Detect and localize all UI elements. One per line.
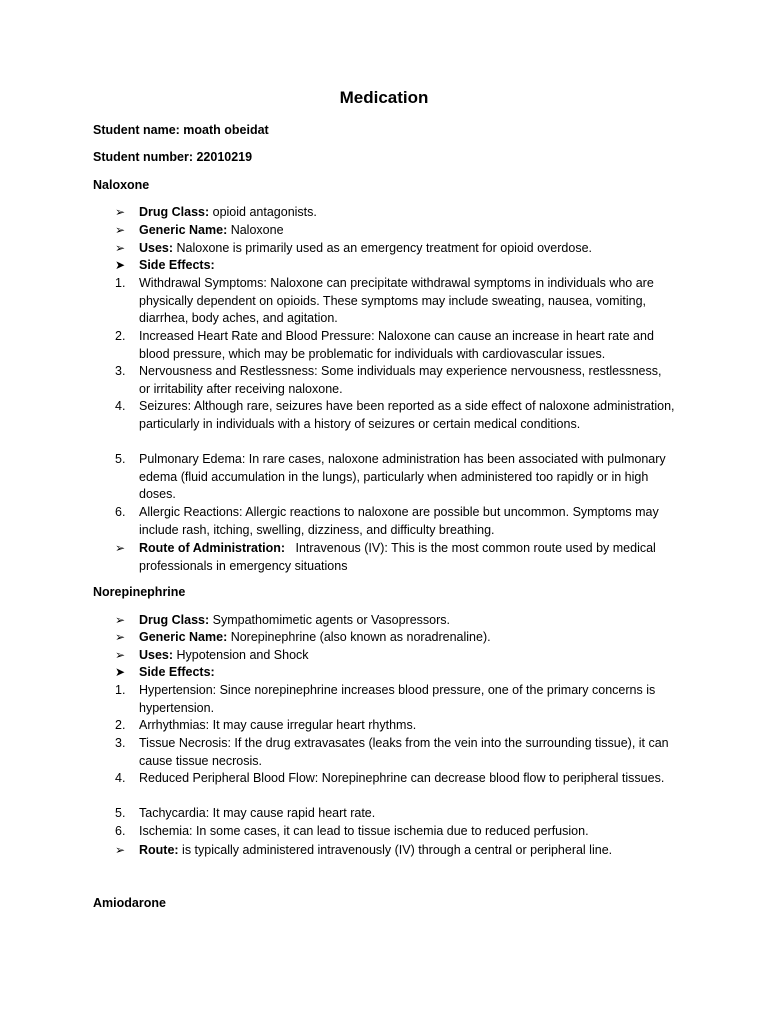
- generic-name-label: Generic Name:: [139, 223, 228, 237]
- norepinephrine-side-effect-item: [115, 682, 675, 717]
- naloxone-side-effect-item: [115, 504, 675, 539]
- norepinephrine-generic-name: [115, 629, 675, 647]
- norepinephrine-uses: [115, 647, 675, 665]
- list-number: 6.: [115, 505, 126, 519]
- naloxone-side-effect-item: [115, 451, 675, 504]
- naloxone-generic-name: [115, 222, 675, 240]
- route-label: Route:: [139, 843, 179, 857]
- arrow-bullet-icon: ➢: [115, 843, 126, 857]
- naloxone-side-effects: [115, 257, 675, 275]
- route-value: is typically administered intravenously (IV) through a central or peripheral line.: [178, 843, 613, 857]
- side-effect-text: Reduced Peripheral Blood Flow: Norepinephrine can decrease blood flow to peripheral tissues.: [139, 771, 665, 785]
- naloxone-side-effect-item: [115, 328, 675, 363]
- arrow-bullet-icon: ➢: [115, 223, 126, 237]
- arrow-bullet-icon: ➢: [115, 541, 126, 555]
- naloxone-side-effect-item: [115, 363, 675, 398]
- norepinephrine-side-effect-item: [115, 735, 675, 770]
- list-number: 4.: [115, 771, 126, 785]
- side-effect-text: Withdrawal Symptoms: Naloxone can precipitate withdrawal symptoms in individuals who are physically dependent on opioids. These symptoms may include sweating, nausea, vomiting, diarrhea, body aches, and agitation.: [139, 276, 654, 326]
- uses-value: Naloxone is primarily used as an emergency treatment for opioid overdose.: [173, 241, 593, 255]
- naloxone-route: [115, 540, 675, 575]
- norepinephrine-route: [115, 842, 675, 860]
- student-name: Student name: moath obeidat: [93, 123, 269, 137]
- drug-class-value: opioid antagonists.: [209, 205, 317, 219]
- route-label: Route of Administration:: [139, 541, 286, 555]
- side-effects-label: Side Effects:: [139, 665, 215, 679]
- list-number: 5.: [115, 452, 126, 466]
- generic-name-value: Norepinephrine (also known as noradrenaline).: [227, 630, 491, 644]
- naloxone-drug-class: [115, 204, 675, 222]
- generic-name-label: Generic Name:: [139, 630, 228, 644]
- norepinephrine-side-effect-item: [115, 770, 675, 788]
- side-effect-text: Arrhythmias: It may cause irregular heart rhythms.: [139, 718, 417, 732]
- side-effect-text: Increased Heart Rate and Blood Pressure: Naloxone can cause an increase in heart rate and blood pressure, which may be problematic for individuals with cardiovascular issues.: [139, 329, 654, 361]
- naloxone-side-effect-item: [115, 398, 675, 433]
- route-value: Intravenous (IV): This is the most common route used by medical professionals in emergency situations: [139, 541, 660, 573]
- side-effect-text: Tissue Necrosis: If the drug extravasates (leaks from the vein into the surrounding tissue), it can cause tissue necrosis.: [139, 736, 669, 768]
- side-effect-text: Nervousness and Restlessness: Some individuals may experience nervousness, restlessness, or irritability after receiving naloxone.: [139, 364, 662, 396]
- norepinephrine-drug-class: [115, 612, 675, 630]
- list-number: 1.: [115, 683, 126, 697]
- page-title: Medication: [339, 88, 429, 107]
- arrow-bullet-icon: ➢: [115, 205, 126, 219]
- side-effect-text: Seizures: Although rare, seizures have been reported as a side effect of naloxone administration, particularly in individuals with a history of seizures or certain medical conditions.: [139, 399, 675, 431]
- list-number: 2.: [115, 718, 126, 732]
- side-effect-text: Tachycardia: It may cause rapid heart rate.: [139, 806, 376, 820]
- norepinephrine-side-effect-item: [115, 823, 675, 841]
- side-effect-text: Hypertension: Since norepinephrine increases blood pressure, one of the primary concerns is hypertension.: [139, 683, 656, 715]
- uses-value: Hypotension and Shock: [173, 648, 309, 662]
- list-number: 1.: [115, 276, 126, 290]
- student-number: Student number: 22010219: [93, 150, 253, 164]
- naloxone-heading: Naloxone: [93, 178, 150, 192]
- uses-label: Uses:: [139, 241, 174, 255]
- drug-class-value: Sympathomimetic agents or Vasopressors.: [209, 613, 450, 627]
- side-effect-text: Pulmonary Edema: In rare cases, naloxone administration has been associated with pulmonary edema (fluid accumulation in the lungs), particularly when administered too rapidly or in high doses.: [139, 452, 666, 502]
- naloxone-side-effect-item: [115, 275, 675, 328]
- norepinephrine-heading: Norepinephrine: [93, 585, 186, 599]
- list-number: 2.: [115, 329, 126, 343]
- arrow-bullet-icon: ➢: [115, 613, 126, 627]
- side-effects-label: Side Effects:: [139, 258, 215, 272]
- side-effect-text: Allergic Reactions: Allergic reactions to naloxone are possible but uncommon. Symptoms may include rash, itching, swelling, dizziness, and difficulty breathing.: [139, 505, 659, 537]
- naloxone-uses: [115, 240, 675, 258]
- list-number: 5.: [115, 806, 126, 820]
- list-number: 3.: [115, 364, 126, 378]
- norepinephrine-side-effects: [115, 664, 675, 682]
- arrow-bullet-icon: ➤: [115, 258, 126, 272]
- list-number: 6.: [115, 824, 126, 838]
- arrow-bullet-icon: ➢: [115, 241, 126, 255]
- arrow-bullet-icon: ➢: [115, 648, 126, 662]
- amiodarone-heading: Amiodarone: [93, 896, 166, 910]
- drug-class-label: Drug Class:: [139, 613, 210, 627]
- norepinephrine-side-effect-item: [115, 805, 675, 823]
- arrow-bullet-icon: ➤: [115, 665, 126, 679]
- arrow-bullet-icon: ➢: [115, 630, 126, 644]
- drug-class-label: Drug Class:: [139, 205, 210, 219]
- generic-name-value: Naloxone: [227, 223, 284, 237]
- list-number: 3.: [115, 736, 126, 750]
- norepinephrine-side-effect-item: [115, 717, 675, 735]
- side-effect-text: Ischemia: In some cases, it can lead to tissue ischemia due to reduced perfusion.: [139, 824, 589, 838]
- list-number: 4.: [115, 399, 126, 413]
- uses-label: Uses:: [139, 648, 174, 662]
